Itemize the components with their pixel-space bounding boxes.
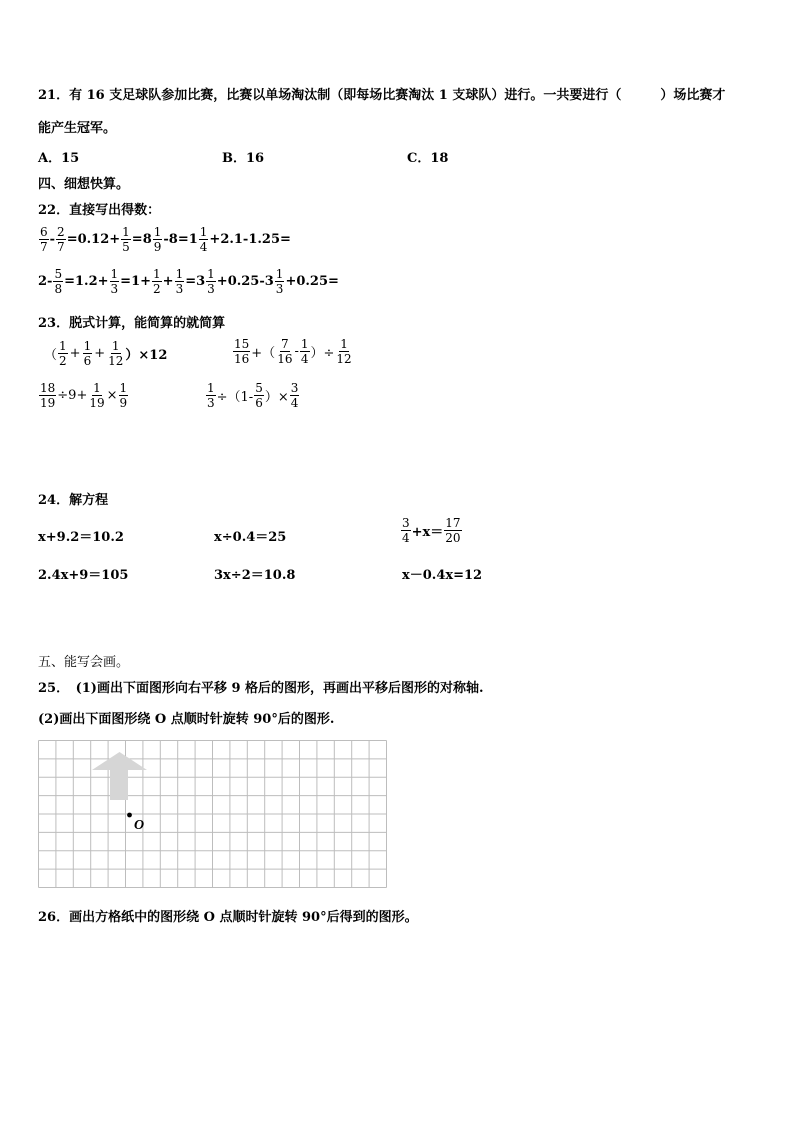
expr-text: ）×12 — [125, 348, 168, 363]
expr-text: ）÷ — [310, 346, 335, 361]
fraction: $\frac{1}{12}$ — [108, 339, 124, 368]
equals: = — [64, 274, 75, 289]
operator: + — [162, 274, 174, 289]
fraction: $\frac{1}{4}$ — [300, 337, 309, 366]
plus-sign: + — [69, 346, 81, 361]
point-o — [127, 813, 132, 818]
fraction: $\frac{3}{4}$ — [402, 516, 410, 545]
fraction: $\frac{1}{3}$ — [110, 267, 119, 296]
whole-number: 1 — [188, 232, 198, 247]
expr-text: +0.25= — [285, 274, 339, 289]
paren: （ — [44, 348, 58, 363]
q24-eq1: x+9.2＝10.2 — [38, 530, 124, 545]
q24-eq2: x÷0.4＝25 — [214, 530, 287, 545]
equals: = — [120, 274, 132, 289]
expr-text: ÷9+ — [57, 388, 88, 403]
fraction: $\frac{1}{5}$ — [122, 225, 130, 254]
q24-eq5: 3x÷2＝10.8 — [214, 568, 296, 583]
expr-text: +（ — [251, 346, 276, 361]
q25-grid-figure — [38, 740, 387, 892]
q23-title: 23．脱式计算，能简算的就简算 — [38, 316, 226, 331]
q22-title: 22．直接写出得数： — [38, 203, 161, 218]
fraction: $\frac{1}{2}$ — [59, 339, 67, 368]
point-o-label: O — [134, 818, 145, 833]
fraction: $\frac{1}{9}$ — [153, 225, 162, 254]
fraction: $\frac{1}{19}$ — [89, 381, 105, 410]
q25-line1: 25． (1)画出下面图形向右平移 9 格后的图形，再画出平移后图形的对称轴. — [38, 681, 484, 696]
section5-title: 五、能写会画。 — [38, 655, 130, 670]
q21-option-a: A．15 — [38, 151, 80, 166]
q24-title: 24．解方程 — [38, 493, 109, 508]
fraction: $\frac{7}{16}$ — [277, 337, 293, 366]
expr-text: +0.25-3 — [216, 274, 274, 289]
fraction: $\frac{5}{6}$ — [255, 381, 263, 410]
fraction: $\frac{15}{16}$ — [234, 337, 250, 366]
fraction: $\frac{17}{20}$ — [445, 516, 461, 545]
operator: × — [106, 388, 118, 403]
equals: = — [185, 274, 197, 289]
q24-eq4: 2.4x+9＝105 — [38, 568, 129, 583]
q24-eq6: x－0.4x=12 — [402, 568, 483, 583]
grid-svg — [38, 740, 387, 888]
equals: = — [131, 232, 143, 247]
fraction: $\frac{1}{9}$ — [119, 381, 128, 410]
expr-text: ÷（1- — [216, 390, 254, 405]
operator: - — [49, 232, 56, 247]
q21-option-c: C．18 — [407, 151, 449, 166]
plus-sign: + — [94, 346, 106, 361]
fraction: $\frac{1}{12}$ — [336, 337, 352, 366]
fraction: $\frac{1}{3}$ — [207, 381, 215, 410]
q21-line2: 能产生冠军。 — [38, 121, 117, 136]
fraction: $\frac{1}{2}$ — [153, 267, 161, 296]
grid-lines — [39, 741, 387, 888]
section4-title: 四、细想快算。 — [38, 177, 130, 192]
fraction: $\frac{1}{6}$ — [83, 339, 92, 368]
expr-text: 2- — [38, 274, 53, 289]
fraction: $\frac{1}{4}$ — [199, 225, 208, 254]
q21-option-b: B．16 — [222, 151, 265, 166]
operator: - — [294, 344, 299, 359]
expr-text: +x＝ — [411, 525, 444, 540]
q21-line1: 21．有 16 支足球队参加比赛，比赛以单场淘汰制（即每场比赛淘汰 1 支球队）进行。一共要进行（ ）场比赛才 — [38, 88, 726, 103]
q23-expr2 — [232, 338, 354, 365]
fraction: $\frac{6}{7}$ — [40, 225, 48, 254]
q24-eq3 — [400, 517, 463, 544]
q25-line2: (2)画出下面图形绕 O 点顺时针旋转 90°后的图形. — [38, 712, 335, 727]
fraction: $\frac{3}{4}$ — [290, 381, 299, 410]
fraction: $\frac{5}{8}$ — [54, 267, 63, 296]
expr-text: ）× — [264, 390, 289, 405]
q26-text: 26．画出方格纸中的图形绕 O 点顺时针旋转 90°后得到的图形。 — [38, 910, 418, 925]
q23-expr3 — [38, 382, 129, 409]
q22-row2 — [38, 268, 339, 295]
whole-number: 3 — [196, 274, 206, 289]
expr-text: 1.2+ — [75, 274, 109, 289]
fraction: $\frac{1}{3}$ — [275, 267, 284, 296]
expr-text: 0.12+ — [77, 232, 121, 247]
q22-row1 — [38, 226, 291, 253]
fraction: $\frac{18}{19}$ — [40, 381, 56, 410]
q23-expr1 — [44, 340, 167, 367]
expr-text: +2.1-1.25= — [209, 232, 291, 247]
fraction: $\frac{2}{7}$ — [57, 225, 65, 254]
expr-text: 1+ — [131, 274, 152, 289]
expr-text: -8= — [163, 232, 189, 247]
fraction: $\frac{1}{3}$ — [207, 267, 215, 296]
equals: = — [66, 232, 78, 247]
whole-number: 8 — [142, 232, 152, 247]
fraction: $\frac{1}{3}$ — [175, 267, 184, 296]
q23-expr4 — [205, 382, 300, 409]
